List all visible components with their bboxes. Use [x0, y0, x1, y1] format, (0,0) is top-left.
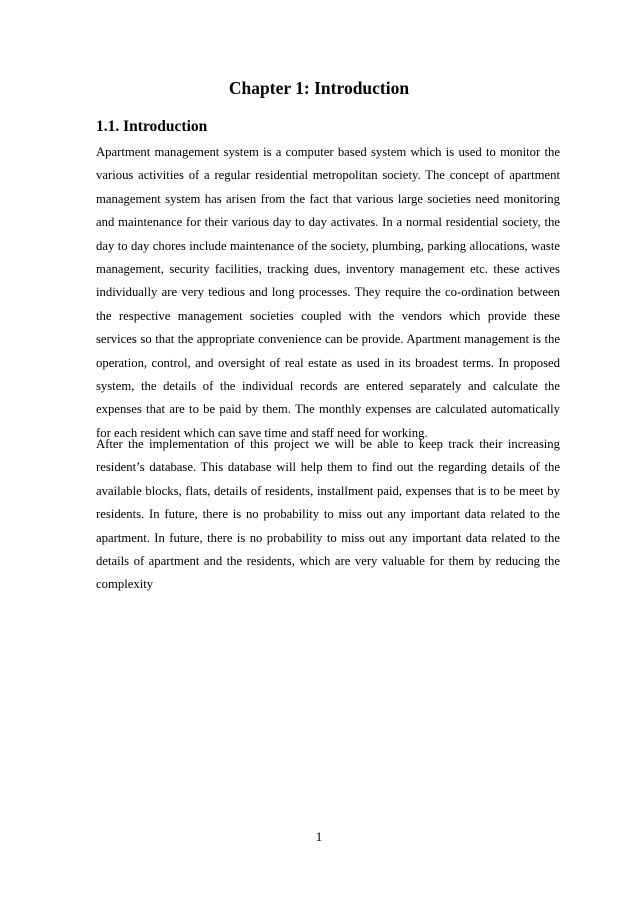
page-number: 1: [315, 829, 323, 844]
chapter-title: Chapter 1: Introduction: [228, 78, 410, 98]
section-heading: 1.1. Introduction: [96, 118, 208, 135]
body-paragraph-2: After the implementation of this project we will be able to keep track their increasing resident’s database. This database will help them to find out the regarding details of the available blocks, flats, details of residents, installment paid, expenses that is to be meet by residents. In future, there is no probability to miss out any important data related to the apartment. In future, there is no probability to miss out any important data related to the details of apartment and the residents, which are very valuable for them by reducing the complexity: [96, 437, 560, 592]
body-paragraph-1: Apartment management system is a computer based system which is used to monitor the various activities of a regular residential metropolitan society. The concept of apartment management system has arisen from the fact that various large societies need monitoring and maintenance for their various day to day activates. In a normal residential society, the day to day chores include maintenance of the society, plumbing, parking allocations, waste management, security facilities, tracking dues, inventory management etc. these actives individually are very tedious and long processes. They require the co-ordination between the respective management societies coupled with the vendors which provide these services so that the appropriate convenience can be provide. Apartment management is the operation, control, and oversight of real estate as used in its broadest terms. In proposed system, the details of the individual records are entered separately and calculate the expenses that are to be paid by them. The monthly expenses are calculated automatically for each resident which can save time and staff need for working.: [96, 145, 560, 440]
